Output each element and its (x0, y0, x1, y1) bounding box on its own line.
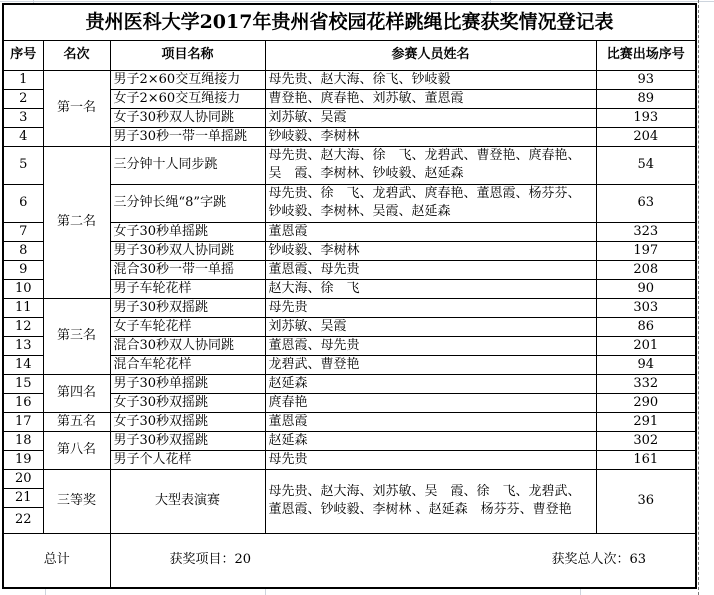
names-cell[interactable]: 母先贵、赵大海、刘苏敏、吴 霞、徐 飞、龙碧武、董恩霞、钞岐毅、李树林 、赵延森 杨芬芬、曹登艳 (265, 469, 596, 533)
col-header-project[interactable]: 项目名称 (110, 40, 265, 70)
excel-gridline (45, 588, 46, 595)
seq-cell[interactable]: 3 (3, 108, 43, 127)
seq-cell[interactable]: 5 (3, 146, 43, 184)
seq-cell[interactable]: 2 (3, 89, 43, 108)
project-cell[interactable]: 男子30秒单摇跳 (110, 374, 265, 393)
total-people: 获奖总人次：63 (551, 552, 647, 568)
project-cell[interactable]: 混合车轮花样 (110, 355, 265, 374)
names-cell[interactable]: 董恩霞、母先贵 (265, 260, 596, 279)
seq-cell[interactable]: 13 (3, 336, 43, 355)
seq-cell[interactable]: 1 (3, 70, 43, 89)
entry-cell[interactable]: 208 (596, 260, 696, 279)
seq-cell[interactable]: 8 (3, 241, 43, 260)
seq-cell[interactable]: 4 (3, 127, 43, 146)
rank-cell-second[interactable]: 第二名 (43, 146, 110, 298)
award-table (2, 3, 697, 589)
entry-cell[interactable]: 204 (596, 127, 696, 146)
seq-cell[interactable]: 10 (3, 279, 43, 298)
rank-cell-third-prize[interactable]: 三等奖 (43, 469, 110, 533)
entry-cell[interactable]: 332 (596, 374, 696, 393)
rank-cell-eighth[interactable]: 第八名 (43, 431, 110, 469)
names-cell[interactable]: 赵延森 (265, 431, 596, 450)
entry-cell[interactable]: 197 (596, 241, 696, 260)
seq-cell[interactable]: 15 (3, 374, 43, 393)
table-title-cell[interactable]: 贵州医科大学2017年贵州省校园花样跳绳比赛获奖情况登记表 (3, 4, 696, 40)
page-break-dashed-line (698, 0, 699, 595)
seq-cell[interactable]: 6 (3, 184, 43, 222)
entry-cell[interactable]: 94 (596, 355, 696, 374)
names-cell[interactable]: 董恩霞 (265, 222, 596, 241)
entry-cell[interactable]: 290 (596, 393, 696, 412)
project-cell[interactable]: 大型表演赛 (110, 469, 265, 533)
col-header-names[interactable]: 参赛人员姓名 (265, 40, 596, 70)
project-cell[interactable]: 女子30秒双摇跳 (110, 412, 265, 431)
names-cell[interactable]: 曹登艳、庹春艳、刘苏敏、董恩霞 (265, 89, 596, 108)
names-cell[interactable]: 赵大海、徐 飞 (265, 279, 596, 298)
entry-cell[interactable]: 323 (596, 222, 696, 241)
seq-cell[interactable]: 19 (3, 450, 43, 469)
names-cell[interactable]: 董恩霞、母先贵 (265, 336, 596, 355)
col-header-entry[interactable]: 比赛出场序号 (596, 40, 696, 70)
seq-cell[interactable]: 21 (3, 488, 43, 507)
project-cell[interactable]: 三分钟长绳“8”字跳 (110, 184, 265, 222)
col-header-rank[interactable]: 名次 (43, 40, 110, 70)
entry-cell[interactable]: 291 (596, 412, 696, 431)
names-cell[interactable]: 母先贵 (265, 298, 596, 317)
entry-cell[interactable]: 302 (596, 431, 696, 450)
entry-cell[interactable]: 93 (596, 70, 696, 89)
entry-cell[interactable]: 86 (596, 317, 696, 336)
project-cell[interactable]: 女子2×60交互绳接力 (110, 89, 265, 108)
entry-cell[interactable]: 63 (596, 184, 696, 222)
seq-cell[interactable]: 9 (3, 260, 43, 279)
col-header-seq[interactable]: 序号 (3, 40, 43, 70)
seq-cell[interactable]: 18 (3, 431, 43, 450)
project-cell[interactable]: 混合30秒一带一单摇 (110, 260, 265, 279)
names-cell[interactable]: 钞岐毅、李树林 (265, 127, 596, 146)
entry-cell[interactable]: 193 (596, 108, 696, 127)
excel-gridline (580, 588, 581, 595)
project-cell[interactable]: 混合30秒双人协同跳 (110, 336, 265, 355)
names-cell[interactable]: 赵延森 (265, 374, 596, 393)
project-cell[interactable]: 男子30秒双摇跳 (110, 298, 265, 317)
entry-cell[interactable]: 161 (596, 450, 696, 469)
names-cell[interactable]: 母先贵 (265, 450, 596, 469)
project-cell[interactable]: 男子个人花样 (110, 450, 265, 469)
project-cell[interactable]: 女子30秒单摇跳 (110, 222, 265, 241)
names-cell[interactable]: 母先贵、赵大海、徐 飞、龙碧武、曹登艳、庹春艳、吴 霞、李树林、钞岐毅、赵延森 (265, 146, 596, 184)
entry-cell[interactable]: 89 (596, 89, 696, 108)
entry-cell[interactable]: 303 (596, 298, 696, 317)
project-cell[interactable]: 女子30秒双人协同跳 (110, 108, 265, 127)
names-cell[interactable]: 龙碧武、曹登艳 (265, 355, 596, 374)
rank-cell-fifth[interactable]: 第五名 (43, 412, 110, 431)
project-cell[interactable]: 男子30秒双人协同跳 (110, 241, 265, 260)
names-cell[interactable]: 刘苏敏、吴霞 (265, 317, 596, 336)
project-cell[interactable]: 男子30秒双摇跳 (110, 431, 265, 450)
rank-cell-third[interactable]: 第三名 (43, 298, 110, 374)
entry-cell[interactable]: 90 (596, 279, 696, 298)
names-cell[interactable]: 董恩霞 (265, 412, 596, 431)
project-cell[interactable]: 男子车轮花样 (110, 279, 265, 298)
names-cell[interactable]: 钞岐毅、李树林 (265, 241, 596, 260)
seq-cell[interactable]: 14 (3, 355, 43, 374)
total-summary-cell[interactable] (110, 533, 696, 588)
excel-gridline (265, 588, 266, 595)
names-cell[interactable]: 庹春艳 (265, 393, 596, 412)
entry-cell[interactable]: 36 (596, 469, 696, 533)
project-cell[interactable]: 男子30秒一带一单摇跳 (110, 127, 265, 146)
total-projects: 获奖项目：20 (169, 552, 252, 568)
project-cell[interactable]: 三分钟十人同步跳 (110, 146, 265, 184)
total-label-cell[interactable]: 总计 (3, 533, 110, 588)
entry-cell[interactable]: 54 (596, 146, 696, 184)
names-cell[interactable]: 母先贵、徐 飞、龙碧武、庹春艳、董恩霞、杨芬芬、钞岐毅、李树林、吴霞、赵延森 (265, 184, 596, 222)
names-cell[interactable]: 刘苏敏、吴霞 (265, 108, 596, 127)
seq-cell[interactable]: 20 (3, 469, 43, 488)
entry-cell[interactable]: 201 (596, 336, 696, 355)
project-cell[interactable]: 男子2×60交互绳接力 (110, 70, 265, 89)
seq-cell[interactable]: 22 (3, 507, 43, 533)
project-cell[interactable]: 女子30秒双摇跳 (110, 393, 265, 412)
rank-cell-fourth[interactable]: 第四名 (43, 374, 110, 412)
seq-cell[interactable]: 16 (3, 393, 43, 412)
seq-cell[interactable]: 12 (3, 317, 43, 336)
seq-cell[interactable]: 7 (3, 222, 43, 241)
seq-cell[interactable]: 17 (3, 412, 43, 431)
seq-cell[interactable]: 11 (3, 298, 43, 317)
project-cell[interactable]: 女子车轮花样 (110, 317, 265, 336)
rank-cell-first[interactable]: 第一名 (43, 70, 110, 146)
names-cell[interactable]: 母先贵、赵大海、徐飞、钞岐毅 (265, 70, 596, 89)
excel-gridline (0, 1, 714, 2)
